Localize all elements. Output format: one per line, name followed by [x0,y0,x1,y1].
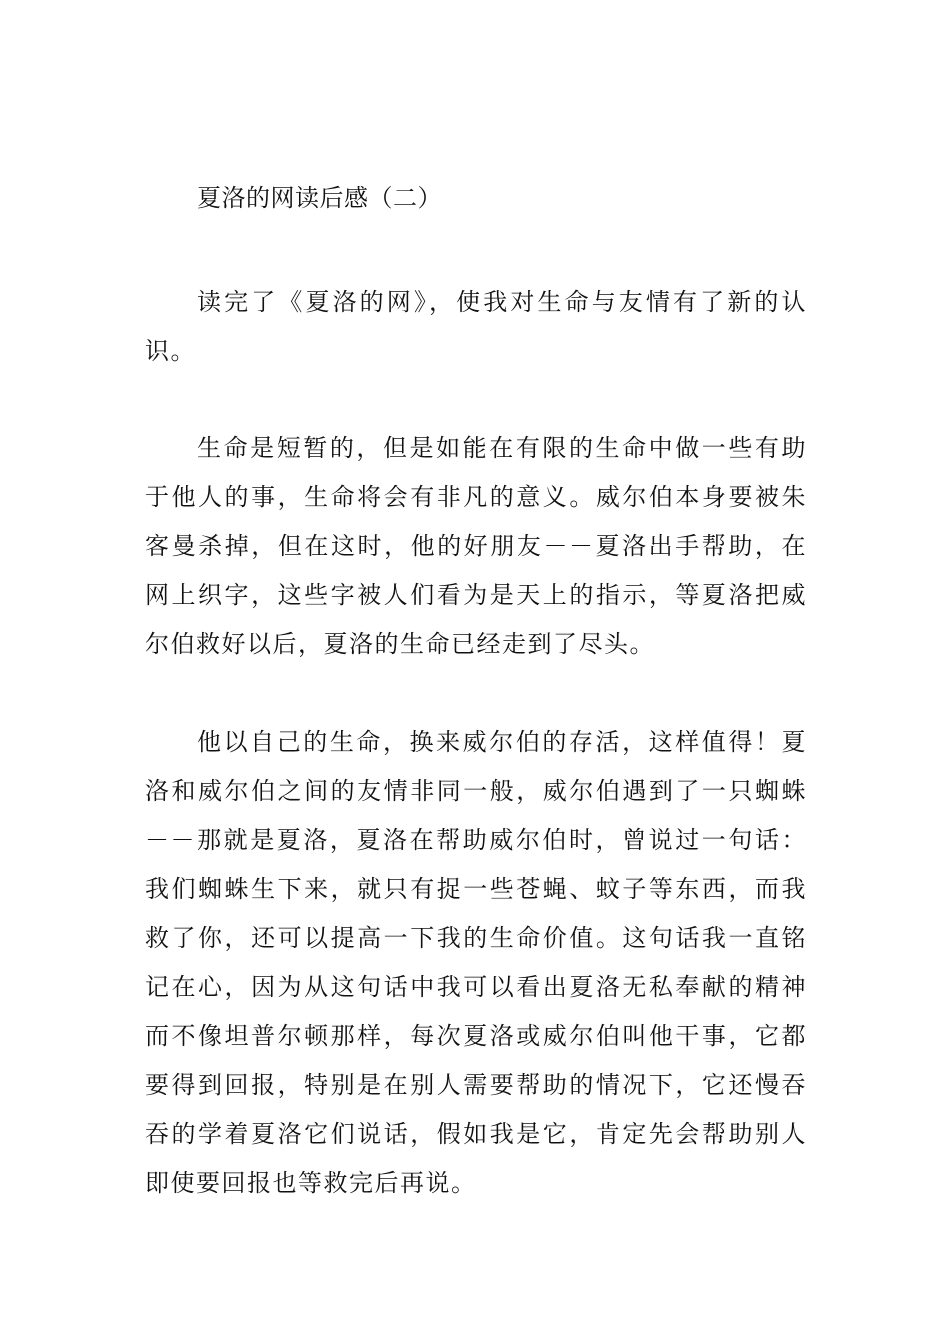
document-title: 夏洛的网读后感（二） [197,184,442,212]
paragraph-2: 生命是短暂的，但是如能在有限的生命中做一些有助于他人的事，生命将会有非凡的意义。威尔伯本身要被朱客曼杀掉，但在这时，他的好朋友－－夏洛出手帮助，在网上织字，这些字被人们看为是天上的指示，等夏洛把威尔伯救好以后，夏洛的生命已经走到了尽头。 [145,434,807,658]
paragraph-3: 他以自己的生命，换来威尔伯的存活，这样值得！夏洛和威尔伯之间的友情非同一般，威尔伯遇到了一只蜘蛛－－那就是夏洛，夏洛在帮助威尔伯时，曾说过一句话：我们蜘蛛生下来，就只有捉一些苍蝇、蚊子等东西，而我救了你，还可以提高一下我的生命价值。这句话我一直铭记在心，因为从这句话中我可以看出夏洛无私奉献的精神而不像坦普尔顿那样，每次夏洛或威尔伯叫他干事，它都要得到回报，特别是在别人需要帮助的情况下，它还慢吞吞的学着夏洛它们说话，假如我是它，肯定先会帮助别人即使要回报也等救完后再说。 [145,728,807,1197]
paragraph-1: 读完了《夏洛的网》，使我对生命与友情有了新的认识。 [145,288,807,365]
